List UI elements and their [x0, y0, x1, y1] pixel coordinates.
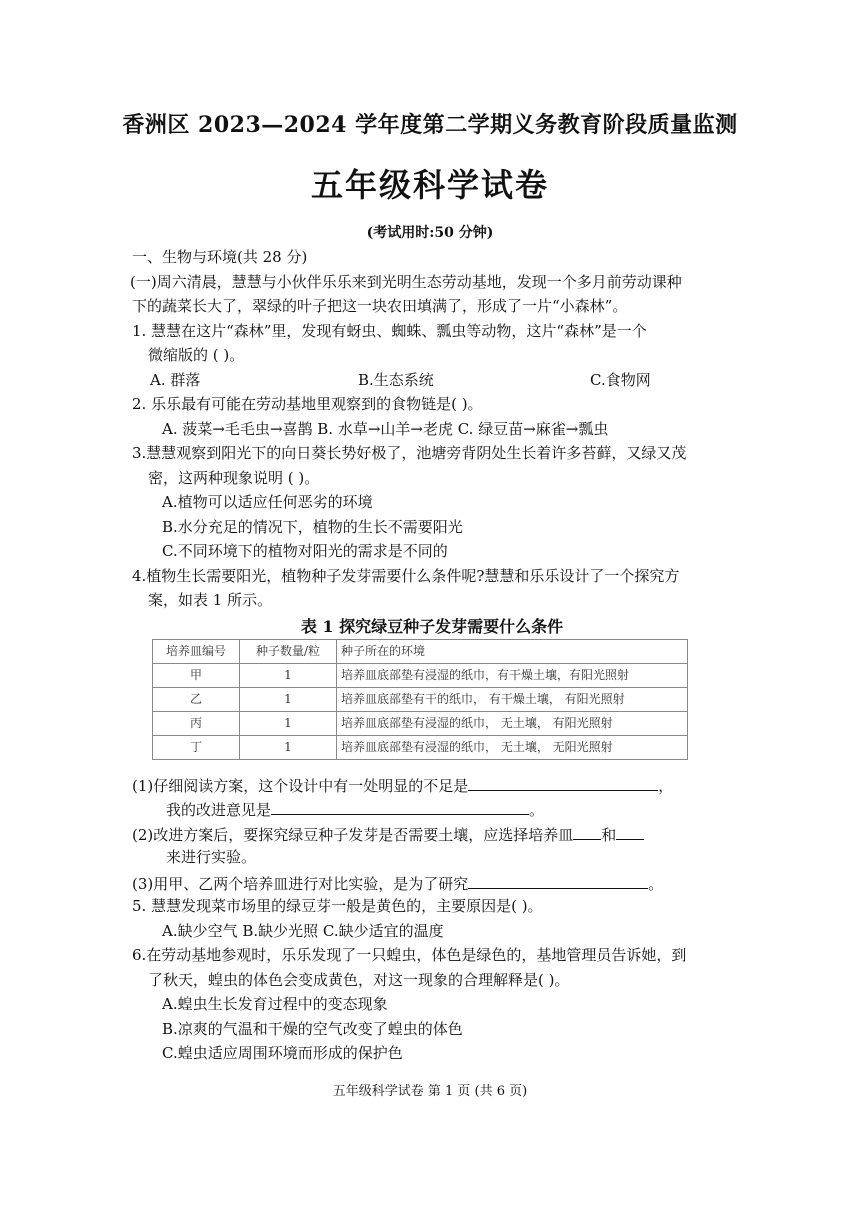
- question-1-line-2: 微缩版的 ( )。: [148, 346, 245, 364]
- sub-question-3-text: (3)用甲、乙两个培养皿进行对比实验，是为了研究: [132, 874, 469, 893]
- answer-blank[interactable]: [573, 821, 601, 840]
- section-intro-line-1: (一)周六清晨，慧慧与小伙伴乐乐来到光明生态劳动基地，发现一个多月前劳动课种: [130, 272, 682, 291]
- table-cell: 培养皿底部垫有浸湿的纸巾， 无土壤， 无阳光照射: [337, 735, 688, 759]
- table-header-cell: 种子所在的环境: [337, 639, 688, 663]
- question-6-line-1: 6.在劳动基地参观时，乐乐发现了一只蝗虫，体色是绿色的，基地管理员告诉她，到: [132, 946, 687, 964]
- punctuation: ，: [658, 776, 674, 795]
- question-3-option-c: C.不同环境下的植物对阳光的需求是不同的: [162, 542, 448, 560]
- question-4-line-1: 4.植物生长需要阳光，植物种子发芽需要什么条件呢?慧慧和乐乐设计了一个探究方: [132, 566, 680, 585]
- question-6-option-b: B.凉爽的气温和干燥的空气改变了蝗虫的体色: [162, 1019, 463, 1038]
- table-header-cell: 种子数量/粒: [240, 639, 337, 663]
- table-cell: 培养皿底部垫有浸湿的纸巾，有干燥土壤，有阳光照射: [337, 663, 688, 687]
- section-heading: 一、生物与环境(共 28 分): [132, 248, 308, 266]
- table-row: [153, 711, 688, 735]
- question-2-line-1: 2. 乐乐最有可能在劳动基地里观察到的食物链是( )。: [132, 395, 483, 413]
- question-3-option-a: A.植物可以适应任何恶劣的环境: [162, 493, 373, 511]
- table-cell: 乙: [153, 687, 240, 711]
- option-b: B.生态系统: [358, 370, 434, 389]
- option-a: A. 群落: [150, 370, 201, 389]
- question-1-line-1: 1. 慧慧在这片“森林”里，发现有蚜虫、蜘蛛、瓢虫等动物，这片“森林”是一个: [132, 321, 647, 340]
- table-header-row: [153, 639, 688, 663]
- question-5-options: A.缺少空气 B.缺少光照 C.缺少适宜的温度: [162, 921, 444, 940]
- answer-blank[interactable]: [468, 772, 658, 791]
- option-c: C.食物网: [590, 370, 651, 389]
- table-cell: 1: [240, 711, 337, 735]
- experiment-table: [152, 639, 688, 760]
- question-6-option-c: C.蝗虫适应周围环境而形成的保护色: [162, 1044, 403, 1062]
- table-row: [153, 687, 688, 711]
- punctuation: 。: [648, 874, 664, 893]
- question-4-line-2: 案，如表 1 所示。: [148, 591, 273, 609]
- question-5-line-1: 5. 慧慧发现菜市场里的绿豆芽一般是黄色的，主要原因是( )。: [132, 897, 543, 915]
- exam-header-title: 香洲区 2023—2024 学年度第二学期义务教育阶段质量监测: [122, 112, 738, 138]
- table-header-cell: 培养皿编号: [153, 639, 240, 663]
- table-cell: 1: [240, 687, 337, 711]
- sub-question-2-line-2: 来进行实验。: [166, 848, 257, 866]
- page-footer: 五年级科学试卷 第 1 页 (共 6 页): [332, 1084, 528, 1099]
- punctuation: 。: [529, 801, 545, 819]
- sub-question-1-improve-text: 我的改进意见是: [166, 801, 272, 819]
- table-cell: 1: [240, 663, 337, 687]
- question-6-line-2: 了秋天，蝗虫的体色会变成黄色，对这一现象的合理解释是( )。: [148, 970, 570, 989]
- question-3-option-b: B.水分充足的情况下，植物的生长不需要阳光: [162, 517, 463, 536]
- table-caption: 表 1 探究绿豆种子发芽需要什么条件: [300, 616, 564, 636]
- question-6-option-a: A.蝗虫生长发育过程中的变态现象: [162, 995, 388, 1013]
- exam-content: [132, 245, 732, 1066]
- question-3-line-2: 密，这两种现象说明 ( )。: [148, 468, 320, 487]
- table-row: [153, 735, 688, 759]
- sub-question-2-line-1: [132, 821, 732, 846]
- sub-question-1-text: (1)仔细阅读方案，这个设计中有一处明显的不足是: [132, 776, 469, 795]
- answer-blank[interactable]: [468, 870, 648, 889]
- sub-question-2-text: (2)改进方案后，要探究绿豆种子发芽是否需要土壤，应选择培养皿: [132, 825, 574, 844]
- table-cell: 甲: [153, 663, 240, 687]
- sub-question-3: [132, 870, 732, 895]
- question-2-options: A. 菠菜→毛毛虫→喜鹊 B. 水草→山羊→老虎 C. 绿豆苗→麻雀→瓢虫: [162, 419, 609, 438]
- answer-blank[interactable]: [616, 821, 644, 840]
- table-cell: 丙: [153, 711, 240, 735]
- table-row: [153, 663, 688, 687]
- section-intro-line-2: 下的蔬菜长大了，翠绿的叶子把这一块农田填满了，形成了一片“小森林”。: [132, 297, 628, 315]
- sub-question-1-line-2: [132, 796, 732, 821]
- sub-question-1-line-1: [132, 772, 732, 797]
- table-cell: 培养皿底部垫有干的纸巾， 有干燥土壤， 有阳光照射: [337, 687, 688, 711]
- question-1-options: [132, 368, 732, 393]
- table-cell: 1: [240, 735, 337, 759]
- page-title: 五年级科学试卷: [310, 166, 549, 204]
- connector-text: 和: [601, 825, 617, 844]
- exam-duration: (考试用时:50 分钟): [366, 225, 494, 241]
- question-3-line-1: 3.慧慧观察到阳光下的向日葵长势好极了，池塘旁背阴处生长着许多苔藓，又绿又茂: [132, 444, 687, 462]
- answer-blank[interactable]: [271, 796, 529, 815]
- table-cell: 丁: [153, 735, 240, 759]
- table-cell: 培养皿底部垫有浸湿的纸巾， 无土壤， 有阳光照射: [337, 711, 688, 735]
